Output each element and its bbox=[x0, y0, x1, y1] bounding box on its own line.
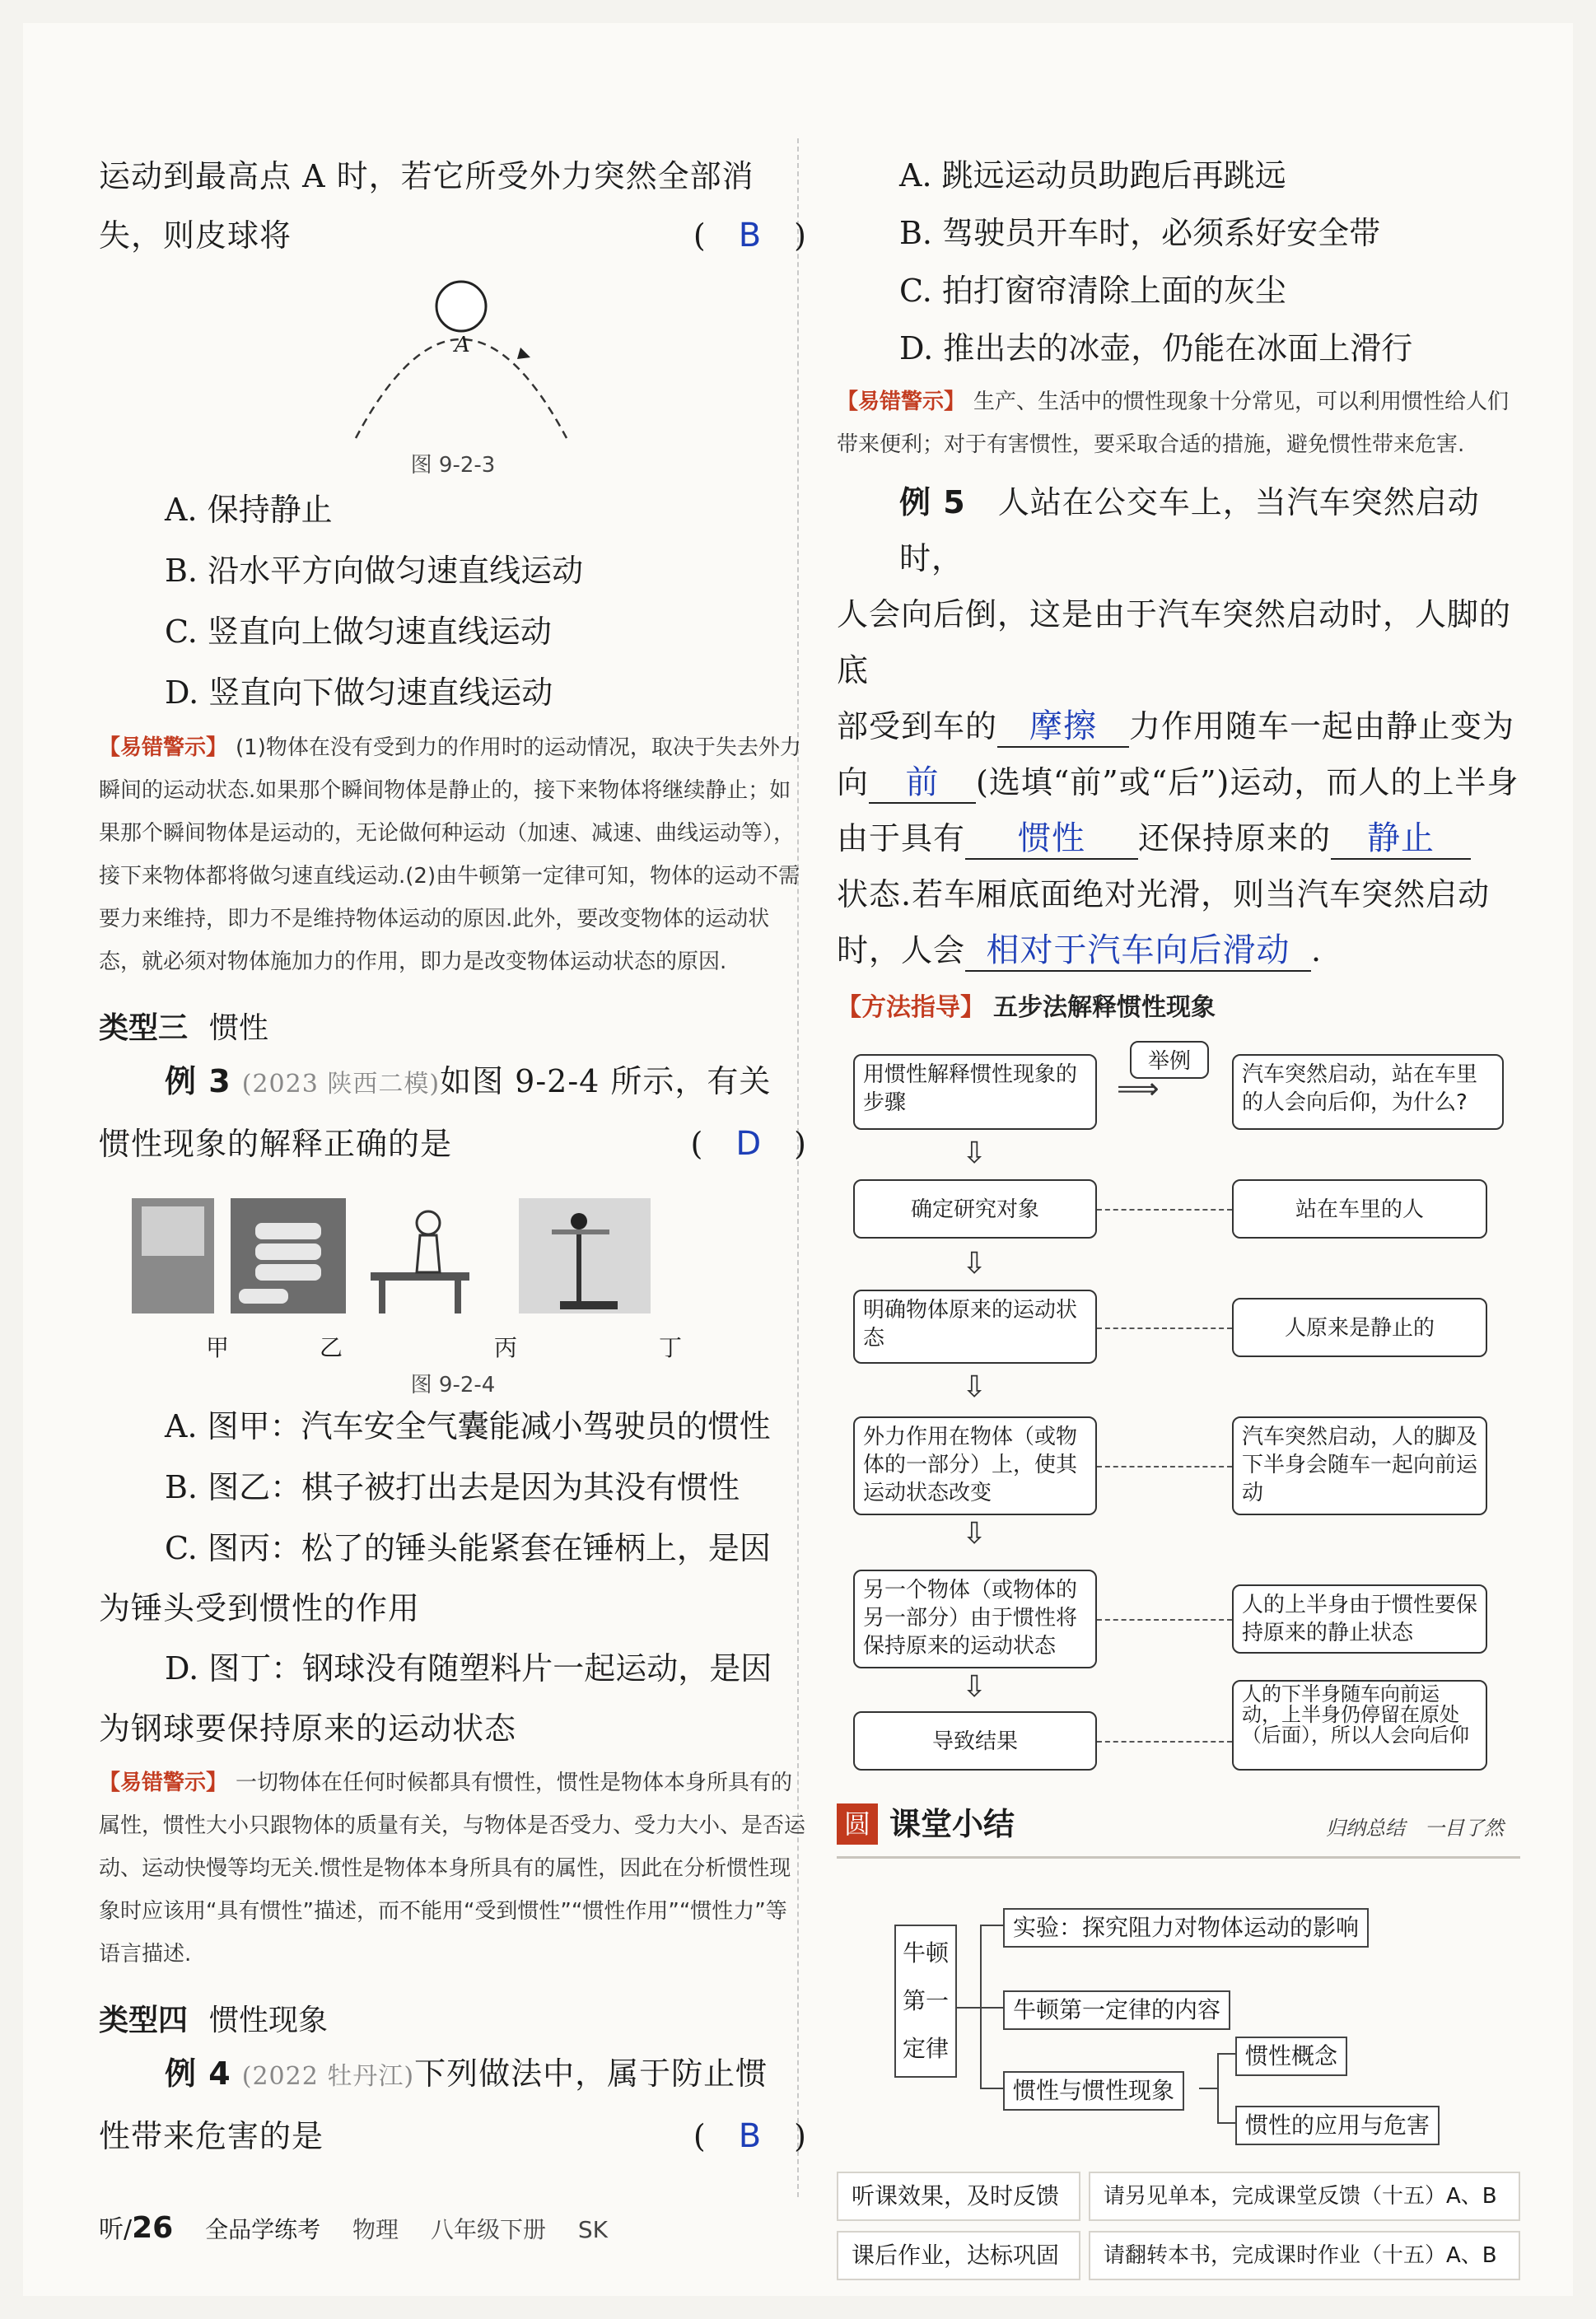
ex3-option-c-cont: 为锤头受到惯性的作用 bbox=[99, 1590, 421, 1626]
q2-option-d: D. 竖直向下做匀速直线运动 bbox=[165, 674, 553, 711]
ex3-stem: 例 3 (2023 陕西二模)如图 9-2-4 所示，有关 bbox=[165, 1063, 772, 1099]
blank-4[interactable]: 静止 bbox=[1331, 819, 1471, 860]
q2-option-b: B. 沿水平方向做匀速直线运动 bbox=[165, 553, 584, 589]
ex3-option-b: B. 图乙：棋子被打出去是因为其没有惯性 bbox=[165, 1469, 740, 1505]
footer-edition: SK bbox=[577, 2216, 609, 2243]
blank-5[interactable]: 相对于汽车向后滑动 bbox=[965, 931, 1311, 972]
feedback-label: 听课效果，及时反馈 bbox=[837, 2172, 1080, 2221]
q2-option-c: C. 竖直向上做匀速直线运动 bbox=[165, 614, 552, 650]
ex3-option-c: C. 图丙：松了的锤头能紧套在锤柄上，是因 bbox=[165, 1530, 771, 1566]
tree-leaf-2: 惯性的应用与危害 bbox=[1235, 2106, 1440, 2145]
ball-trajectory-figure bbox=[99, 265, 807, 446]
flow-left-0: 用惯性解释惯性现象的步骤 bbox=[853, 1054, 1097, 1130]
q2-option-a: A. 保持静止 bbox=[165, 492, 333, 528]
flow-left-4: 另一个物体（或物体的另一部分）由于惯性将保持原来的运动状态 bbox=[853, 1570, 1097, 1668]
figure-9-2-3 bbox=[99, 265, 807, 479]
summary-tree bbox=[837, 1892, 1520, 2155]
flow-arrow-down-1: ⇩ bbox=[962, 1136, 987, 1170]
left-column bbox=[99, 147, 807, 2166]
footer bbox=[99, 2209, 608, 2245]
figure-9-2-4 bbox=[99, 1173, 807, 1396]
method-header: 【方法指导】 五步法解释惯性现象 bbox=[837, 993, 1216, 1022]
inertia-flowchart bbox=[837, 1038, 1520, 1771]
homework-instruction: 请翻转本书，完成课时作业（十五）A、B bbox=[1089, 2231, 1520, 2280]
page bbox=[23, 23, 1573, 2296]
page-number: 26 bbox=[132, 2211, 174, 2245]
footer-subject: 物理 bbox=[352, 2216, 399, 2243]
tree-root: 牛顿 第一 定律 bbox=[894, 1925, 957, 2078]
footer-grade: 八年级下册 bbox=[430, 2216, 546, 2243]
inertia-photos bbox=[99, 1173, 807, 1338]
ex4-answer: B bbox=[738, 2117, 763, 2155]
flow-right-5: 人的下半身随车向前运动，上半身仍停留在原处（后面），所以人会向后仰 bbox=[1232, 1680, 1487, 1771]
flow-right-0: 汽车突然启动，站在车里的人会向后仰，为什么? bbox=[1232, 1054, 1504, 1130]
q2-answer: B bbox=[738, 217, 763, 254]
feedback-row bbox=[837, 2172, 1520, 2295]
ex4-warning: 【易错警示】 生产、生活中的惯性现象十分常见，可以利用惯性给人们带来便利；对于有害惯性，要采取合适的措施，避免惯性带来危害. bbox=[837, 390, 1510, 457]
flow-arrow-down-4: ⇩ bbox=[962, 1517, 987, 1551]
ex4-option-c: C. 拍打窗帘清除上面的灰尘 bbox=[899, 273, 1286, 309]
ex4-source: (2022 牡丹江) bbox=[241, 2062, 415, 2091]
flow-arrow-down-3: ⇩ bbox=[962, 1370, 987, 1404]
right-column bbox=[837, 147, 1520, 2295]
ex3-answer: D bbox=[735, 1125, 763, 1163]
ex4-stem-2: 性带来危害的是 ( B ) bbox=[99, 2117, 807, 2155]
footer-prefix: 听/ bbox=[99, 2215, 133, 2244]
ex3-option-a: A. 图甲：汽车安全气囊能减小驾驶员的惯性 bbox=[165, 1408, 771, 1444]
flow-left-1: 确定研究对象 bbox=[853, 1179, 1097, 1239]
flow-right-3: 汽车突然启动，人的脚及下半身会随车一起向前运动 bbox=[1232, 1416, 1487, 1515]
warning-text: (1)物体在没有受到力的作用时的运动情况，取决于失去外力瞬间的运动状态.如果那个瞬间物体是静止的，接下来物体将继续静止；如果那个瞬间物体是运动的，无论做何种运动（加速、减速、曲线运动等），接下来物体都将做匀速直线运动.(2)由牛顿第一定律可知，物体的运动不需要力来维持，即力不是维持物体运动的原因.此外，要改变物体的运动状态，就必须对物体施加力的作用，即力是改变物体运动状态的原因. bbox=[99, 735, 801, 974]
image-label-bing: 丙 bbox=[494, 1334, 518, 1361]
q2-stem-line1: 运动到最高点 A 时，若它所受外力突然全部消 bbox=[99, 158, 754, 194]
image-label-jia: 甲 bbox=[206, 1334, 230, 1361]
q2-warning bbox=[99, 726, 807, 983]
warning-tag: 【易错警示】 bbox=[99, 735, 228, 760]
tree-branch-2: 牛顿第一定律的内容 bbox=[1003, 1990, 1230, 2030]
ex4-option-b: B. 驾驶员开车时，必须系好安全带 bbox=[899, 215, 1381, 251]
flow-right-1: 站在车里的人 bbox=[1232, 1179, 1487, 1239]
summary-title: 课堂小结 bbox=[889, 1806, 1015, 1842]
summary-header bbox=[837, 1803, 1520, 1859]
figure-caption-9-2-4: 图 9-2-4 bbox=[410, 1373, 496, 1397]
ex5: 例 5 人站在公交车上，当汽车突然启动时， 人会向后倒，这是由于汽车突然启动时，人脚的底 部受到车的 摩擦 力作用随车一起由静止变为 向 前 (选填“前”或“后”)运动，而人的上半身 由于具有 惯性 还保持原来的 静止 状态.若车厢底面绝对光滑，则当汽车突然启动 时，人会 相对于汽车向后滑动 . bbox=[837, 474, 1520, 978]
flow-arrow-down-5: ⇩ bbox=[962, 1670, 987, 1704]
flow-right-4: 人的上半身由于惯性要保持原来的静止状态 bbox=[1232, 1584, 1487, 1654]
blank-1[interactable]: 摩擦 bbox=[997, 707, 1129, 748]
ex4-option-a: A. 跳远运动员助跑后再跳远 bbox=[899, 157, 1286, 194]
tree-branch-1: 实验：探究阻力对物体运动的影响 bbox=[1003, 1908, 1369, 1948]
ex4-stem: 例 4 (2022 牡丹江)下列做法中，属于防止惯 bbox=[165, 2055, 768, 2092]
image-label-yi: 乙 bbox=[320, 1334, 343, 1361]
flow-left-5: 导致结果 bbox=[853, 1711, 1097, 1771]
image-label-ding: 丁 bbox=[659, 1334, 683, 1361]
flow-left-2: 明确物体原来的运动状态 bbox=[853, 1290, 1097, 1364]
flow-arrow-down-2: ⇩ bbox=[962, 1247, 987, 1281]
ex3-label: 例 3 bbox=[165, 1063, 231, 1099]
summary-icon: 圆 bbox=[837, 1803, 878, 1845]
blank-3[interactable]: 惯性 bbox=[965, 819, 1138, 860]
section-type4: 类型四 惯性现象 bbox=[99, 2004, 329, 2037]
ex3-option-d-cont: 为钢球要保持原来的运动状态 bbox=[99, 1710, 517, 1747]
ex4-option-d: D. 推出去的冰壶，仍能在冰面上滑行 bbox=[899, 330, 1413, 366]
footer-series: 全品学练考 bbox=[205, 2216, 321, 2243]
flow-example-arrow: ⟹ bbox=[1117, 1072, 1160, 1106]
flow-right-2: 人原来是静止的 bbox=[1232, 1298, 1487, 1357]
summary-subtitle: 归纳总结 一目了然 bbox=[1326, 1817, 1504, 1840]
blank-2[interactable]: 前 bbox=[869, 763, 976, 804]
tree-leaf-1: 惯性概念 bbox=[1235, 2037, 1347, 2076]
flow-left-3: 外力作用在物体（或物体的一部分）上，使其运动状态改变 bbox=[853, 1416, 1097, 1515]
feedback-instruction: 请另见单本，完成课堂反馈（十五）A、B bbox=[1089, 2172, 1520, 2221]
tree-branch-3: 惯性与惯性现象 bbox=[1003, 2071, 1184, 2111]
point-a-label: A bbox=[455, 333, 470, 357]
answer-bracket: ( B ) bbox=[693, 217, 807, 254]
flow-example-tag: 举例 bbox=[1130, 1041, 1209, 1079]
q2-stem-line2: 失，则皮球将 ( B ) bbox=[99, 206, 807, 265]
ex4-label: 例 4 bbox=[165, 2055, 231, 2092]
figure-caption: 图 9-2-3 bbox=[410, 453, 496, 478]
ex3-option-d: D. 图丁：钢球没有随塑料片一起运动，是因 bbox=[165, 1650, 772, 1687]
section-type3: 类型三 惯性 bbox=[99, 1011, 269, 1045]
ex3-warning: 【易错警示】 一切物体在任何时候都具有惯性，惯性是物体本身所具有的属性，惯性大小只跟物体的质量有关，与物体是否受力、受力大小、是否运动、运动快慢等均无关.惯性是物体本身所具有的属性，因此在分析惯性现象时应该用“具有惯性”描述，而不能用“受到惯性”“惯性作用”“惯性力”等语言描述. bbox=[99, 1771, 806, 1967]
ex3-stem-2: 惯性现象的解释正确的是 ( D ) bbox=[99, 1125, 807, 1163]
ex3-source: (2023 陕西二模) bbox=[241, 1070, 441, 1099]
homework-label: 课后作业，达标巩固 bbox=[837, 2231, 1080, 2280]
